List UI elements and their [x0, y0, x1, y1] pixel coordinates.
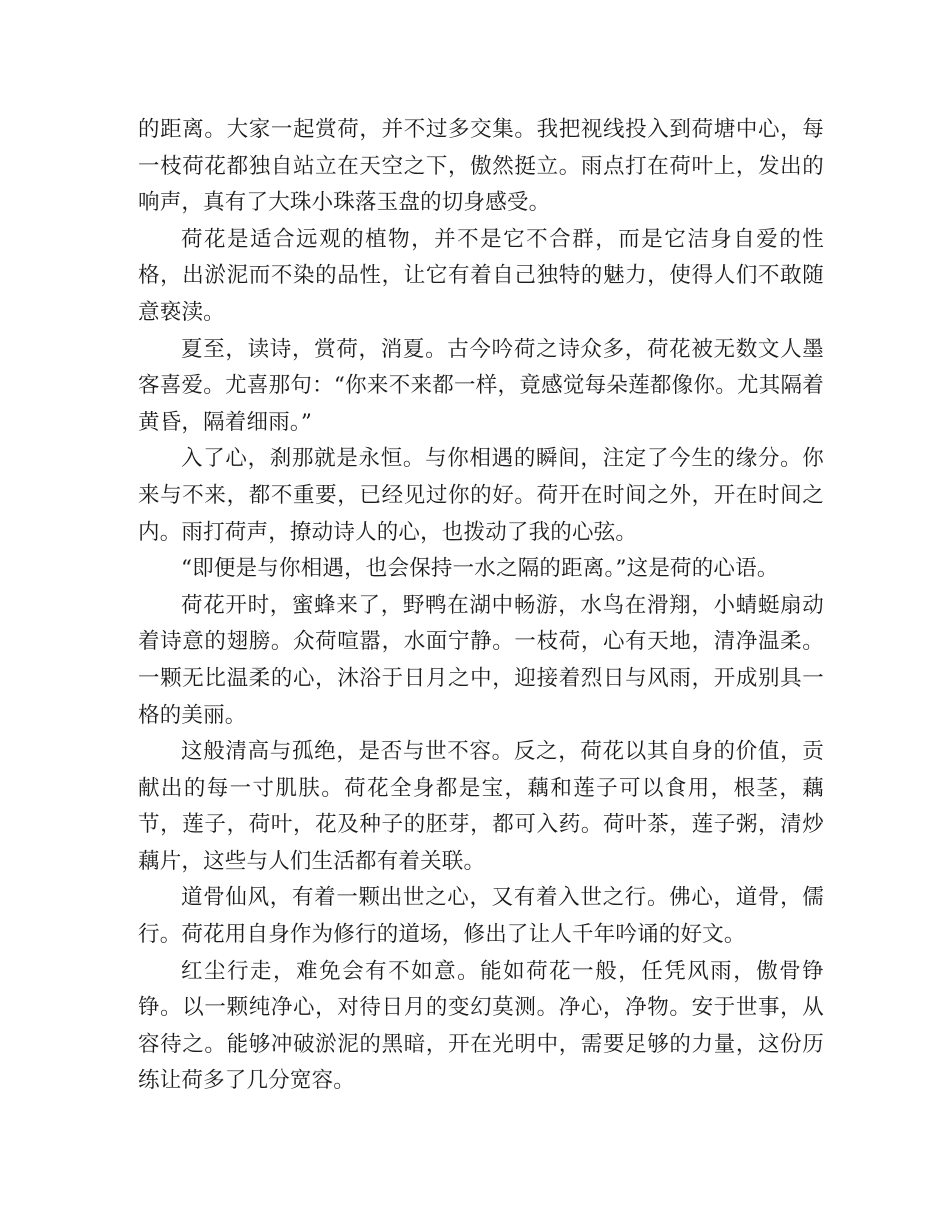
paragraph-1: 的距离。大家一起赏荷，并不过多交集。我把视线投入到荷塘中心，每一枝荷花都独自站立在天空之下，傲然挺立。雨点打在荷叶上，发出的响声，真有了大珠小珠落玉盘的切身感受。 [138, 117, 824, 216]
paragraph-9: 红尘行走，难免会有不如意。能如荷花一般，任凭风雨，傲骨铮铮。以一颗纯净心，对待日月的变幻莫测。净心，净物。安于世事，从容待之。能够冲破淤泥的黑暗，开在光明中，需要足够的力量，这份历练让荷多了几分宽容。 [138, 958, 824, 1094]
paragraph-5: “即便是与你相遇，也会保持一水之隔的距离。”这是荷的心语。 [181, 556, 779, 582]
paragraph-7: 这般清高与孤绝，是否与世不容。反之，荷花以其自身的价值，贡献出的每一寸肌肤。荷花全身都是宝，藕和莲子可以食用，根茎，藕节，莲子，荷叶，花及种子的胚芽，都可入药。荷叶茶，莲子粥，清炒藕片，这些与人们生活都有着关联。 [138, 739, 824, 874]
paragraph-8: 道骨仙风，有着一颗出世之心，又有着入世之行。佛心，道骨，儒行。荷花用自身作为修行的道场，修出了让人千年吟诵的好文。 [138, 885, 824, 948]
paragraph-2: 荷花是适合远观的植物，并不是它不合群，而是它洁身自爱的性格，出淤泥而不染的品性，让它有着自己独特的魅力，使得人们不敢随意亵渎。 [138, 226, 824, 325]
article-body [138, 112, 824, 1100]
paragraph-4: 入了心，刹那就是永恒。与你相遇的瞬间，注定了今生的缘分。你来与不来，都不重要，已经见过你的好。荷开在时间之外，开在时间之内。雨打荷声，撩动诗人的心，也拨动了我的心弦。 [138, 446, 824, 545]
paragraph-3: 夏至，读诗，赏荷，消夏。古今吟荷之诗众多，荷花被无数文人墨客喜爱。尤喜那句：“你来不来都一样，竟感觉每朵莲都像你。尤其隔着黄昏，隔着细雨。” [138, 336, 824, 435]
paragraph-6: 荷花开时，蜜蜂来了，野鸭在湖中畅游，水鸟在滑翔，小蜻蜓扇动着诗意的翅膀。众荷喧嚣，水面宁静。一枝荷，心有天地，清净温柔。一颗无比温柔的心，沐浴于日月之中，迎接着烈日与风雨，开成别具一格的美丽。 [138, 592, 824, 728]
